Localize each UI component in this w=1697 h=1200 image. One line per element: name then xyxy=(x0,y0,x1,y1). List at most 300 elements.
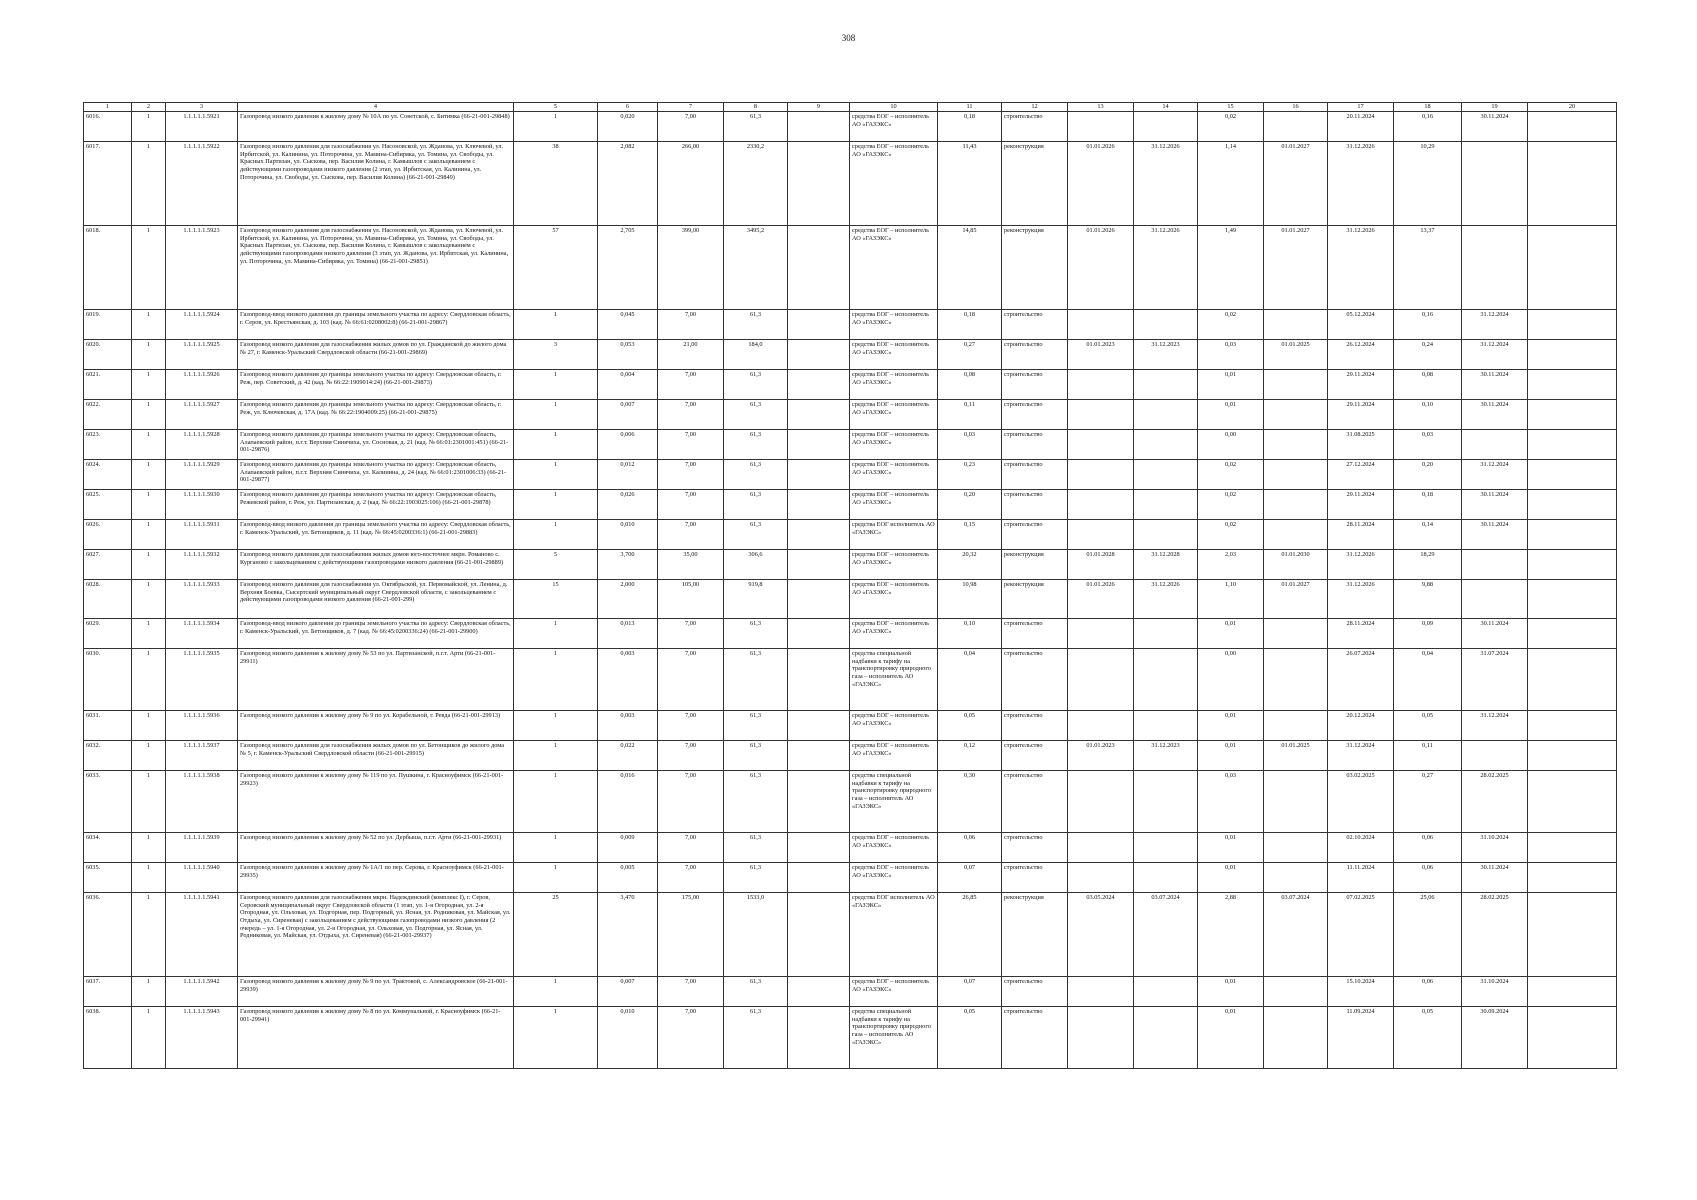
cell-col-8: 61,3 xyxy=(724,711,788,741)
cell-col-19: 31.10.2024 xyxy=(1462,833,1528,863)
cell-col-11: 0,23 xyxy=(938,460,1002,490)
cell-col-19 xyxy=(1462,550,1528,580)
table-row xyxy=(84,370,1617,400)
cell-col-20 xyxy=(1528,619,1617,649)
cell-col-18: 0,16 xyxy=(1394,310,1462,340)
cell-col-5: 1 xyxy=(514,310,598,340)
cell-col-16: 03.07.2024 xyxy=(1264,893,1328,977)
cell-col-14 xyxy=(1134,520,1198,550)
cell-col-19: 31.10.2024 xyxy=(1462,977,1528,1007)
column-header-19: 19 xyxy=(1462,103,1528,112)
cell-col-20 xyxy=(1528,711,1617,741)
cell-row-number: 6027. xyxy=(84,550,132,580)
cell-col-6: 2,705 xyxy=(598,226,658,310)
cell-object-code: 1.1.1.1.1.5942 xyxy=(166,977,238,1007)
cell-col-7: 7,00 xyxy=(658,1007,724,1069)
cell-col-19 xyxy=(1462,142,1528,226)
cell-col-15: 0,02 xyxy=(1198,310,1264,340)
cell-col-6: 0,004 xyxy=(598,370,658,400)
cell-work-type: строительство xyxy=(1002,430,1068,460)
cell-col-20 xyxy=(1528,520,1617,550)
cell-col-6: 0,022 xyxy=(598,741,658,771)
cell-col-20 xyxy=(1528,430,1617,460)
column-header-16: 16 xyxy=(1264,103,1328,112)
cell-col-19: 31.12.2024 xyxy=(1462,340,1528,370)
cell-col-15: 0,00 xyxy=(1198,430,1264,460)
cell-col-2: 1 xyxy=(132,863,166,893)
cell-object-code: 1.1.1.1.1.5934 xyxy=(166,619,238,649)
column-number-header xyxy=(84,103,1617,112)
cell-col-16: 01.01.2025 xyxy=(1264,741,1328,771)
cell-col-7: 7,00 xyxy=(658,520,724,550)
cell-col-15: 0,01 xyxy=(1198,741,1264,771)
cell-col-7: 175,00 xyxy=(658,893,724,977)
cell-col-15: 0,03 xyxy=(1198,340,1264,370)
cell-col-7: 35,00 xyxy=(658,550,724,580)
cell-col-17: 20.11.2024 xyxy=(1328,112,1394,142)
cell-col-15: 1,49 xyxy=(1198,226,1264,310)
cell-work-type: строительство xyxy=(1002,112,1068,142)
cell-col-17: 03.02.2025 xyxy=(1328,771,1394,833)
cell-col-6: 0,009 xyxy=(598,833,658,863)
cell-col-18: 0,27 xyxy=(1394,771,1462,833)
column-header-20: 20 xyxy=(1528,103,1617,112)
register-table xyxy=(83,102,1617,1069)
cell-col-17: 05.12.2024 xyxy=(1328,310,1394,340)
cell-col-18: 18,29 xyxy=(1394,550,1462,580)
cell-col-14: 03.07.2024 xyxy=(1134,893,1198,977)
cell-work-type: строительство xyxy=(1002,771,1068,833)
cell-col-17: 26.07.2024 xyxy=(1328,649,1394,711)
cell-funding-source: средства ЕОГ исполнитель АО «ГАЗЭКС» xyxy=(850,893,938,977)
cell-work-type: строительство xyxy=(1002,460,1068,490)
cell-work-type: реконструкция xyxy=(1002,893,1068,977)
cell-col-11: 0,07 xyxy=(938,977,1002,1007)
cell-col-19: 31.07.2024 xyxy=(1462,649,1528,711)
cell-col-18: 10,29 xyxy=(1394,142,1462,226)
cell-col-7: 266,00 xyxy=(658,142,724,226)
column-header-5: 5 xyxy=(514,103,598,112)
cell-col-8: 61,3 xyxy=(724,520,788,550)
cell-funding-source: средства ЕОГ – исполнитель АО «ГАЗЭКС» xyxy=(850,226,938,310)
cell-col-8: 61,3 xyxy=(724,977,788,1007)
cell-col-13 xyxy=(1068,310,1134,340)
cell-col-17: 31.12.2026 xyxy=(1328,226,1394,310)
cell-col-14 xyxy=(1134,112,1198,142)
table-row xyxy=(84,340,1617,370)
cell-col-13 xyxy=(1068,430,1134,460)
cell-col-15: 0,02 xyxy=(1198,490,1264,520)
cell-col-19 xyxy=(1462,430,1528,460)
cell-col-9 xyxy=(788,370,850,400)
cell-col-11: 0,30 xyxy=(938,771,1002,833)
cell-col-16: 01.01.2030 xyxy=(1264,550,1328,580)
cell-col-2: 1 xyxy=(132,400,166,430)
cell-object-code: 1.1.1.1.1.5931 xyxy=(166,520,238,550)
cell-object-name: Газопровод-ввод низкого давления до границы земельного участка по адресу: Свердловская область, г. Серов, ул. Крестьянская, д. 103 (кад. № 66:61:0208002:8) (66-21-001-29867) xyxy=(238,310,514,340)
cell-col-8: 61,3 xyxy=(724,460,788,490)
cell-col-9 xyxy=(788,771,850,833)
cell-col-7: 7,00 xyxy=(658,370,724,400)
cell-col-14 xyxy=(1134,1007,1198,1069)
cell-row-number: 6037. xyxy=(84,977,132,1007)
cell-col-7: 105,00 xyxy=(658,580,724,619)
table-row xyxy=(84,460,1617,490)
table-row xyxy=(84,863,1617,893)
cell-funding-source: средства ЕОГ – исполнитель АО «ГАЗЭКС» xyxy=(850,977,938,1007)
cell-col-6: 0,020 xyxy=(598,112,658,142)
cell-col-18: 0,06 xyxy=(1394,863,1462,893)
cell-col-20 xyxy=(1528,833,1617,863)
cell-col-9 xyxy=(788,430,850,460)
cell-col-5: 1 xyxy=(514,430,598,460)
cell-col-17: 31.12.2026 xyxy=(1328,142,1394,226)
cell-work-type: строительство xyxy=(1002,833,1068,863)
cell-col-13 xyxy=(1068,863,1134,893)
cell-col-15: 0,01 xyxy=(1198,977,1264,1007)
cell-col-16 xyxy=(1264,977,1328,1007)
cell-col-11: 14,85 xyxy=(938,226,1002,310)
cell-col-5: 1 xyxy=(514,977,598,1007)
cell-col-18: 0,18 xyxy=(1394,490,1462,520)
cell-col-14 xyxy=(1134,619,1198,649)
cell-col-6: 3,700 xyxy=(598,550,658,580)
cell-col-8: 2330,2 xyxy=(724,142,788,226)
cell-col-14 xyxy=(1134,771,1198,833)
cell-col-6: 0,010 xyxy=(598,1007,658,1069)
cell-col-19: 30.11.2024 xyxy=(1462,490,1528,520)
cell-col-2: 1 xyxy=(132,310,166,340)
cell-work-type: строительство xyxy=(1002,370,1068,400)
cell-work-type: строительство xyxy=(1002,340,1068,370)
cell-col-18: 0,24 xyxy=(1394,340,1462,370)
cell-col-17: 02.10.2024 xyxy=(1328,833,1394,863)
cell-col-5: 1 xyxy=(514,490,598,520)
cell-col-6: 0,003 xyxy=(598,711,658,741)
cell-col-6: 0,013 xyxy=(598,619,658,649)
cell-col-6: 0,007 xyxy=(598,400,658,430)
cell-col-20 xyxy=(1528,340,1617,370)
cell-col-17: 11.09.2024 xyxy=(1328,1007,1394,1069)
cell-col-6: 0,003 xyxy=(598,649,658,711)
cell-col-20 xyxy=(1528,226,1617,310)
table-row xyxy=(84,520,1617,550)
column-header-10: 10 xyxy=(850,103,938,112)
table-row xyxy=(84,226,1617,310)
cell-col-13 xyxy=(1068,711,1134,741)
table-body xyxy=(84,103,1617,1069)
cell-col-6: 0,010 xyxy=(598,520,658,550)
cell-object-code: 1.1.1.1.1.5935 xyxy=(166,649,238,711)
cell-col-2: 1 xyxy=(132,977,166,1007)
table-row xyxy=(84,490,1617,520)
table-row xyxy=(84,977,1617,1007)
cell-col-20 xyxy=(1528,460,1617,490)
cell-col-15: 0,02 xyxy=(1198,112,1264,142)
table-row xyxy=(84,833,1617,863)
cell-row-number: 6031. xyxy=(84,711,132,741)
cell-col-14: 31.12.2023 xyxy=(1134,741,1198,771)
cell-col-9 xyxy=(788,340,850,370)
cell-col-15: 0,01 xyxy=(1198,370,1264,400)
cell-col-2: 1 xyxy=(132,893,166,977)
cell-col-17: 31.08.2025 xyxy=(1328,430,1394,460)
cell-object-code: 1.1.1.1.1.5936 xyxy=(166,711,238,741)
cell-col-16 xyxy=(1264,460,1328,490)
cell-col-16 xyxy=(1264,520,1328,550)
cell-col-2: 1 xyxy=(132,619,166,649)
cell-object-code: 1.1.1.1.1.5926 xyxy=(166,370,238,400)
cell-row-number: 6024. xyxy=(84,460,132,490)
table-row xyxy=(84,893,1617,977)
column-header-18: 18 xyxy=(1394,103,1462,112)
cell-col-13: 01.01.2026 xyxy=(1068,142,1134,226)
cell-col-5: 1 xyxy=(514,112,598,142)
cell-col-20 xyxy=(1528,863,1617,893)
cell-col-11: 0,05 xyxy=(938,1007,1002,1069)
cell-col-15: 1,10 xyxy=(1198,580,1264,619)
cell-col-2: 1 xyxy=(132,112,166,142)
cell-object-name: Газопровод низкого давления для газоснабжения ул. Насоновской, ул. Жданова, ул. Ключевой, ул. Ирбитской, ул. Калинина, ул. Поторочина, ул. Мамина-Сибиряка, ул. Томина, ул. Свободы, ул. Красных Партизан, ул. Сыскова, пер. Василия Колина, г. Камышлов с закольцеванием с действующими газопроводами низкого давления (3 этап, ул. Жданова, ул. Ирбитская, ул. Калинина, ул. Поторочина, ул. Мамина-Сибиряка, ул. Томина) (66-21-001-29851) xyxy=(238,226,514,310)
cell-col-16 xyxy=(1264,400,1328,430)
cell-col-11: 0,07 xyxy=(938,863,1002,893)
cell-col-20 xyxy=(1528,490,1617,520)
cell-col-14 xyxy=(1134,370,1198,400)
cell-col-11: 0,11 xyxy=(938,400,1002,430)
table-row xyxy=(84,430,1617,460)
cell-col-14 xyxy=(1134,490,1198,520)
cell-col-16: 01.01.2027 xyxy=(1264,142,1328,226)
cell-col-18: 0,03 xyxy=(1394,430,1462,460)
cell-row-number: 6017. xyxy=(84,142,132,226)
cell-col-13 xyxy=(1068,977,1134,1007)
cell-col-19: 30.11.2024 xyxy=(1462,400,1528,430)
cell-col-19: 28.02.2025 xyxy=(1462,771,1528,833)
cell-col-16 xyxy=(1264,771,1328,833)
cell-object-name: Газопровод низкого давления к жилому дому № 52 по ул. Дербыша, п.г.т. Арти (66-21-001-29931) xyxy=(238,833,514,863)
cell-object-code: 1.1.1.1.1.5921 xyxy=(166,112,238,142)
cell-col-2: 1 xyxy=(132,833,166,863)
cell-object-name: Газопровод низкого давления для газоснабжения жилых домов по ул. Бетонщиков до жилого дома № 5, г. Каменск-Уральский Свердловской области (66-21-001-29915) xyxy=(238,741,514,771)
cell-work-type: строительство xyxy=(1002,310,1068,340)
cell-col-9 xyxy=(788,1007,850,1069)
cell-col-15: 2,03 xyxy=(1198,550,1264,580)
cell-row-number: 6033. xyxy=(84,771,132,833)
cell-funding-source: средства специальной надбавки к тарифу на транспортировку природного газа – исполнитель АО «ГАЗЭКС» xyxy=(850,771,938,833)
cell-row-number: 6016. xyxy=(84,112,132,142)
cell-col-20 xyxy=(1528,1007,1617,1069)
cell-col-20 xyxy=(1528,400,1617,430)
cell-funding-source: средства ЕОГ – исполнитель АО «ГАЗЭКС» xyxy=(850,580,938,619)
cell-col-5: 1 xyxy=(514,741,598,771)
cell-col-8: 306,6 xyxy=(724,550,788,580)
cell-col-6: 0,045 xyxy=(598,310,658,340)
cell-col-13 xyxy=(1068,490,1134,520)
cell-col-8: 61,3 xyxy=(724,310,788,340)
cell-col-19: 31.12.2024 xyxy=(1462,711,1528,741)
cell-col-13 xyxy=(1068,619,1134,649)
cell-work-type: строительство xyxy=(1002,863,1068,893)
table-row xyxy=(84,619,1617,649)
cell-col-5: 1 xyxy=(514,370,598,400)
cell-object-code: 1.1.1.1.1.5940 xyxy=(166,863,238,893)
cell-col-8: 61,3 xyxy=(724,1007,788,1069)
cell-col-19 xyxy=(1462,580,1528,619)
cell-col-8: 61,3 xyxy=(724,863,788,893)
cell-col-7: 21,00 xyxy=(658,340,724,370)
cell-col-8: 61,3 xyxy=(724,619,788,649)
cell-object-code: 1.1.1.1.1.5922 xyxy=(166,142,238,226)
cell-col-20 xyxy=(1528,977,1617,1007)
cell-row-number: 6030. xyxy=(84,649,132,711)
cell-col-18: 13,37 xyxy=(1394,226,1462,310)
cell-object-name: Газопровод низкого давления для газоснабжения жилых домов юго-восточнее мкрн. Романово с. Курганово с закольцеванием с действующими газопроводами низкого давления (66-21-001-29889) xyxy=(238,550,514,580)
cell-row-number: 6019. xyxy=(84,310,132,340)
cell-col-2: 1 xyxy=(132,741,166,771)
cell-object-name: Газопровод низкого давления до границы земельного участка по адресу: Свердловская область, г. Реж, ул. Ключевская, д. 17А (кад. № 66:22:1904009:25) (66-21-001-29875) xyxy=(238,400,514,430)
cell-row-number: 6025. xyxy=(84,490,132,520)
column-header-11: 11 xyxy=(938,103,1002,112)
cell-col-20 xyxy=(1528,649,1617,711)
cell-col-6: 0,016 xyxy=(598,771,658,833)
cell-col-14 xyxy=(1134,833,1198,863)
cell-col-8: 61,3 xyxy=(724,400,788,430)
cell-col-18: 25,06 xyxy=(1394,893,1462,977)
cell-col-7: 7,00 xyxy=(658,833,724,863)
cell-col-11: 11,43 xyxy=(938,142,1002,226)
cell-col-9 xyxy=(788,619,850,649)
cell-work-type: строительство xyxy=(1002,711,1068,741)
cell-col-15: 0,02 xyxy=(1198,460,1264,490)
cell-col-11: 0,18 xyxy=(938,310,1002,340)
cell-col-2: 1 xyxy=(132,226,166,310)
column-header-14: 14 xyxy=(1134,103,1198,112)
cell-col-5: 1 xyxy=(514,711,598,741)
cell-col-6: 0,007 xyxy=(598,977,658,1007)
cell-col-7: 7,00 xyxy=(658,741,724,771)
cell-col-11: 20,32 xyxy=(938,550,1002,580)
cell-col-11: 0,05 xyxy=(938,711,1002,741)
cell-object-code: 1.1.1.1.1.5923 xyxy=(166,226,238,310)
cell-col-17: 20.12.2024 xyxy=(1328,711,1394,741)
cell-col-13 xyxy=(1068,520,1134,550)
cell-col-13 xyxy=(1068,771,1134,833)
cell-col-6: 0,053 xyxy=(598,340,658,370)
cell-object-name: Газопровод низкого давления для газоснабжения жилых домов по ул. Гражданской до жилого дома № 27, г. Каменск-Уральский Свердловской области (66-21-001-29869) xyxy=(238,340,514,370)
cell-col-8: 184,0 xyxy=(724,340,788,370)
column-header-1: 1 xyxy=(84,103,132,112)
cell-col-2: 1 xyxy=(132,1007,166,1069)
column-header-17: 17 xyxy=(1328,103,1394,112)
cell-col-11: 0,27 xyxy=(938,340,1002,370)
cell-col-9 xyxy=(788,833,850,863)
cell-col-13 xyxy=(1068,1007,1134,1069)
cell-col-16 xyxy=(1264,833,1328,863)
cell-col-8: 61,3 xyxy=(724,112,788,142)
cell-col-14 xyxy=(1134,400,1198,430)
cell-row-number: 6023. xyxy=(84,430,132,460)
cell-col-5: 1 xyxy=(514,771,598,833)
cell-col-14 xyxy=(1134,310,1198,340)
cell-work-type: реконструкция xyxy=(1002,580,1068,619)
cell-col-2: 1 xyxy=(132,340,166,370)
cell-col-6: 0,026 xyxy=(598,490,658,520)
cell-row-number: 6020. xyxy=(84,340,132,370)
cell-col-5: 25 xyxy=(514,893,598,977)
table-row xyxy=(84,649,1617,711)
cell-col-15: 2,88 xyxy=(1198,893,1264,977)
cell-col-18: 0,04 xyxy=(1394,649,1462,711)
column-header-15: 15 xyxy=(1198,103,1264,112)
cell-col-9 xyxy=(788,112,850,142)
cell-object-code: 1.1.1.1.1.5943 xyxy=(166,1007,238,1069)
cell-col-9 xyxy=(788,893,850,977)
cell-col-2: 1 xyxy=(132,711,166,741)
page-number: 308 xyxy=(841,33,856,43)
cell-col-9 xyxy=(788,310,850,340)
cell-col-11: 0,18 xyxy=(938,112,1002,142)
cell-col-7: 7,00 xyxy=(658,711,724,741)
cell-col-2: 1 xyxy=(132,142,166,226)
cell-work-type: строительство xyxy=(1002,1007,1068,1069)
cell-col-7: 7,00 xyxy=(658,771,724,833)
cell-row-number: 6029. xyxy=(84,619,132,649)
cell-col-9 xyxy=(788,400,850,430)
cell-col-8: 61,3 xyxy=(724,370,788,400)
cell-col-2: 1 xyxy=(132,771,166,833)
cell-col-16 xyxy=(1264,711,1328,741)
cell-col-6: 0,012 xyxy=(598,460,658,490)
cell-object-name: Газопровод низкого давления к жилому дому № 9 по ул. Корабельной, г. Ревда (66-21-001-29913) xyxy=(238,711,514,741)
cell-col-8: 61,3 xyxy=(724,649,788,711)
cell-col-20 xyxy=(1528,580,1617,619)
cell-col-16 xyxy=(1264,310,1328,340)
cell-col-13 xyxy=(1068,460,1134,490)
cell-funding-source: средства ЕОГ – исполнитель АО «ГАЗЭКС» xyxy=(850,619,938,649)
cell-col-20 xyxy=(1528,370,1617,400)
cell-row-number: 6034. xyxy=(84,833,132,863)
cell-object-name: Газопровод низкого давления до границы земельного участка по адресу: Свердловская область, г. Реж, пер. Советский, д. 42 (кад. № 66:22:1909014:24) (66-21-001-29873) xyxy=(238,370,514,400)
cell-col-13: 01.01.2023 xyxy=(1068,340,1134,370)
cell-work-type: строительство xyxy=(1002,741,1068,771)
cell-col-2: 1 xyxy=(132,649,166,711)
cell-row-number: 6038. xyxy=(84,1007,132,1069)
cell-col-5: 1 xyxy=(514,649,598,711)
cell-funding-source: средства ЕОГ – исполнитель АО «ГАЗЭКС» xyxy=(850,741,938,771)
cell-funding-source: средства ЕОГ – исполнитель АО «ГАЗЭКС» xyxy=(850,370,938,400)
cell-col-20 xyxy=(1528,310,1617,340)
cell-col-13 xyxy=(1068,833,1134,863)
column-header-9: 9 xyxy=(788,103,850,112)
cell-col-17: 07.02.2025 xyxy=(1328,893,1394,977)
table-row xyxy=(84,771,1617,833)
cell-col-14: 31.12.2026 xyxy=(1134,142,1198,226)
cell-col-9 xyxy=(788,490,850,520)
cell-object-code: 1.1.1.1.1.5938 xyxy=(166,771,238,833)
cell-col-18: 9,88 xyxy=(1394,580,1462,619)
cell-row-number: 6021. xyxy=(84,370,132,400)
cell-col-20 xyxy=(1528,142,1617,226)
cell-col-11: 26,85 xyxy=(938,893,1002,977)
cell-col-8: 61,3 xyxy=(724,833,788,863)
cell-funding-source: средства ЕОГ – исполнитель АО «ГАЗЭКС» xyxy=(850,400,938,430)
cell-funding-source: средства ЕОГ – исполнитель АО «ГАЗЭКС» xyxy=(850,112,938,142)
cell-col-5: 1 xyxy=(514,400,598,430)
cell-row-number: 6018. xyxy=(84,226,132,310)
cell-work-type: строительство xyxy=(1002,619,1068,649)
cell-col-13: 01.01.2026 xyxy=(1068,580,1134,619)
cell-col-2: 1 xyxy=(132,370,166,400)
